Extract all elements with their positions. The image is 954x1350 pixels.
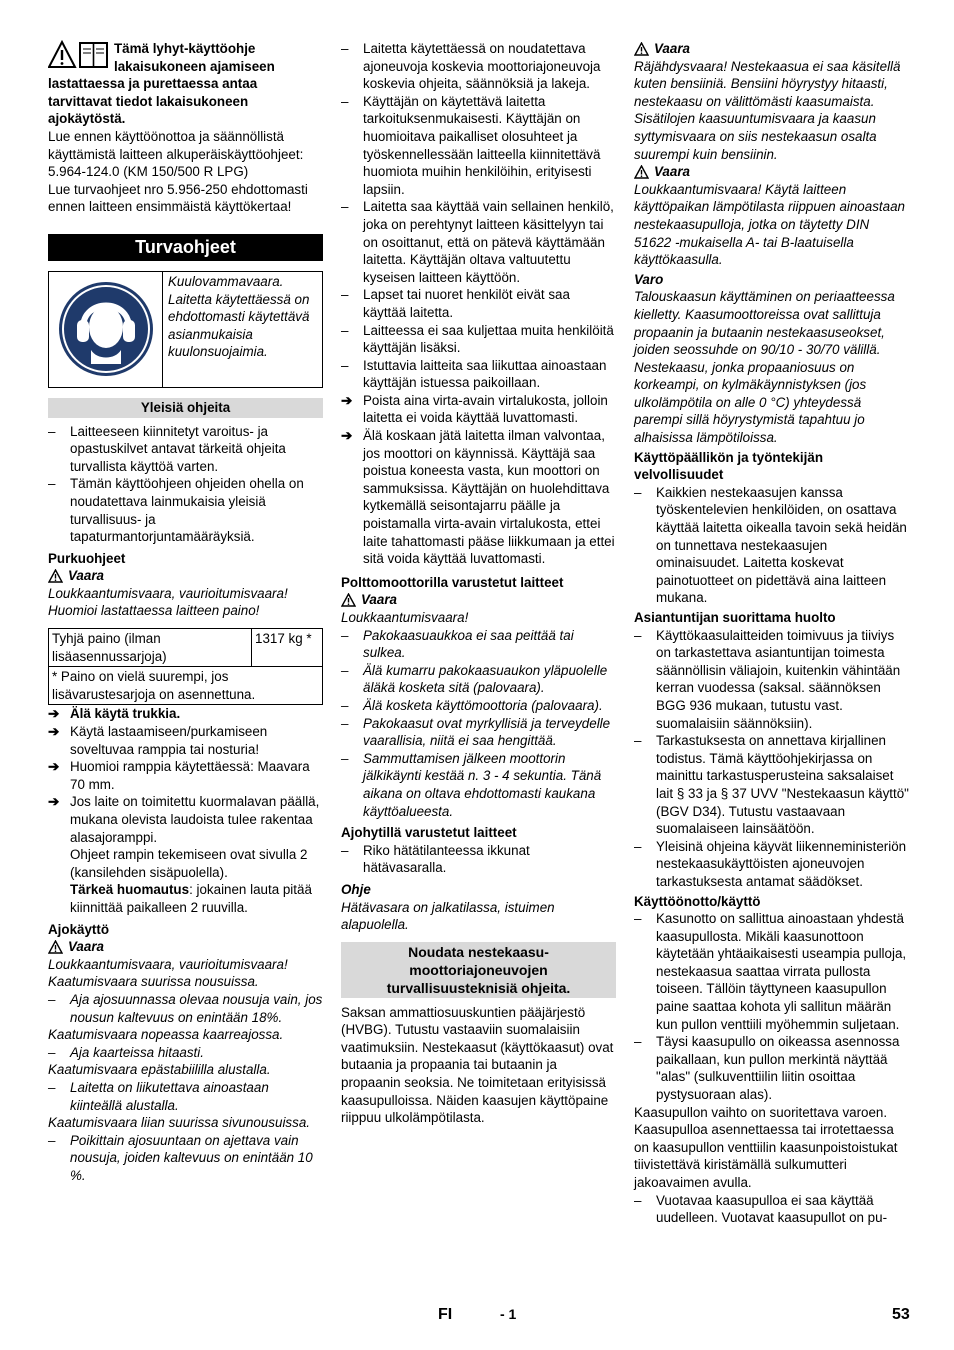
weight-note: * Paino on vielä suurempi, jos lisävarustesarjoja on asennettuna. [49, 667, 323, 705]
lpg-intro-text: Saksan ammattiosuuskuntien pääjärjestö (HVBG). Tutustu vastaaviin suomalaisiin vaatimuksiin. Nestekaasut (käyttökaasut) ovat butaania ja propaania tai butaanin ja propaanin seoksia. Ne toimitetaan erityisissä kaasupulloissa. Näiden kaasujen käyttöpaine riippuu ulkolämpötilasta. [341, 1004, 614, 1126]
list-item: – Laitetta on liikutettava ainoastaan kiinteällä alustalla. [48, 1079, 269, 1113]
ramp-item: ➔ Huomioi ramppia käytettäessä: Maavara 70 mm. [48, 759, 310, 792]
caution-label: Varo [634, 271, 664, 287]
no-forklift-item: ➔ Älä käytä trukkia. [48, 706, 181, 722]
driving-warning: Kaatumisvaara liian suurissa sivunousuissa. [48, 1115, 310, 1131]
warning-triangle-icon [48, 569, 63, 583]
list-item: – Yleisinä ohjeina käyvät liikenneministeriön nestekaasukäyttöisten ajoneuvojen tarkastuksesta antamat säädökset. [634, 838, 907, 889]
driving-title: Ajokäyttö [48, 921, 110, 937]
danger-label: Vaara [634, 163, 910, 181]
list-item: – Kaikkien nestekaasujen kanssa työskentelevien henkilöiden, on osattava käyttää laitetta oikealla tavoin sekä heidän on tunnettava nestekaasujen ominaisuudet. Laitetta koskevat painotuotteet on pidettävä aina laitteen mukana. [634, 484, 907, 606]
driving-warning: Loukkaantumisvaara, vaurioitumisvaara! [48, 956, 288, 972]
list-item: – Täysi kaasupullo on oikeassa asennossa paikallaan, kun pullon merkintä näyttää "alas" (sulkuventtiilin liitin osoittaa pystysuoraan alas). [634, 1034, 900, 1103]
hearing-protection-box [48, 271, 323, 388]
expert-title: Asiantuntijan suorittama huolto [634, 610, 836, 625]
weight-value: 1317 kg * [252, 629, 323, 667]
list-item: – Poikittain ajosuuntaan on ajettava vain nousuja, joiden kaltevuus on enintään 10 %. [48, 1132, 313, 1183]
driving-warning: Kaatumisvaara nopeassa kaarreajossa. [48, 1027, 284, 1043]
list-item: – Pakokaasuaukkoa ei saa peittää tai sulkea. [341, 627, 574, 661]
general-title: Yleisiä ohjeita [48, 398, 323, 418]
ramp-instructions: Ohjeet rampin tekemiseen ovat sivulla 2 (kansilehden sisäpuolella). [70, 847, 308, 880]
caution-text: Talouskaasun käyttäminen on periaatteessa kielletty. Kaasumoottoreissa ovat sallittuja propaanin ja butaanin nestekaasuseokset, joiden seossuhde on 90/10 - 30/70 välillä. Nestekaasu, jonka propaaniosuus on korkeampi, on kylmäkäynnistyksen (jos ulkolämpötila on alle 0 °C) yhteydessä parempi sillä höyrystymistä tapahtuu jo alhaisissa lämpötiloissa. [634, 289, 895, 446]
cylinder-change-text: Kaasupullon vaihto on suoritettava varoen. Kaasupulloa asennettaessa tai irrotettaessa on kaasupullon venttiilin kaasunpoistoistukat tiivistettävä kiristämällä sulkumutteri jakoavaimen avulla. [634, 1104, 898, 1190]
note-text: Hätävasara on jalkatilassa, istuimen alapuolella. [341, 899, 555, 933]
page-number: 53 [892, 1306, 910, 1323]
engine-warning: Loukkaantumisvaara! [341, 610, 469, 625]
list-item: – Vuotavaa kaasupulloa ei saa käyttää uudelleen. Vuotavat kaasupullot on pu- [634, 1192, 888, 1226]
note-title: Ohje [341, 881, 371, 897]
safety-title: Turvaohjeet [48, 234, 323, 261]
startup-title: Käyttöönotto/käyttö [634, 893, 761, 909]
list-item: – Istuttavia laitteita saa liikuttaa ainoastaan käyttäjän istuessa paikoillaan. [341, 357, 607, 391]
list-item: – Sammuttamisen jälkeen moottorin jälkikäynti kestää n. 3 - 4 sekuntia. Tänä aikana on oltava ehdottomasti kaukana käyttöalueesta. [341, 750, 602, 819]
ramp-item: ➔ Käytä lastaamiseen/purkamiseen soveltuvaa ramppia tai nosturia! [48, 724, 268, 757]
driving-warning: Kaatumisvaara suurissa nousuissa. [48, 974, 259, 990]
intro-p3: Lue turvaohjeet nro 5.956-250 ehdottomasti ennen laitteen ensimmäistä käyttökertaa! [48, 181, 308, 215]
danger-label: Vaara [48, 567, 323, 585]
ear-protection-icon [49, 272, 163, 387]
list-item: – Laitetta saa käyttää vain sellainen henkilö, joka on perehtynyt laitteen käsittelyyn tai on osoittanut, että on pätevä käyttämään laitetta. Käyttäjän oltava valtuutettu kyseisen laitteen käyttöön. [341, 199, 614, 285]
list-item: – Kasunotto on sallittua ainoastaan yhdestä kaasupullosta. Mikäli kaasunottoon käytetään yhtäaikaisesti useampia pulloja, nestekaasua saattaa virrata pullosta toiseen. Tällöin täyttyneen kaasupullon paine saattaa kohota yli sallitun määrän kun pullon venttiili myöhemmin suljetaan. [634, 911, 907, 1032]
footer-page-ref: - 1 [500, 1306, 517, 1322]
hearing-warning-text: Kuulovammavaara. Laitetta käytettäessä on ehdottomasti käytettävä asianmukaisia kuulonsuojaimia. [168, 273, 310, 360]
column-1 [48, 40, 323, 1184]
list-item: – Riko hätätilanteessa ikkunat hätävasaralla. [341, 842, 530, 876]
weight-table [48, 628, 323, 705]
warning-triangle-icon [634, 165, 649, 179]
warning-manual-icons [48, 40, 110, 75]
unloading-warning: Loukkaantumisvaara, vaurioitumisvaara! Huomioi lastattaessa laitteen paino! [48, 585, 288, 619]
intro-block [48, 40, 323, 216]
danger-label: Vaara [341, 591, 616, 609]
list-item: – Aja ajosuunnassa olevaa nousuja vain, jos nousun kaltevuus on enintään 18%. [48, 991, 323, 1025]
unloading-title: Purkuohjeet [48, 550, 126, 566]
intro-p1: Lue ennen käyttöönottoa ja säännöllistä käyttämistä laitteen alkuperäiskäyttöohjeet: [48, 128, 304, 162]
footer-language: FI [438, 1306, 453, 1323]
lpg-section-title: Noudata nestekaasu-moottoriajoneuvojen turvallisuusteknisiä ohjeita. [341, 942, 616, 998]
driving-warning: Kaatumisvaara epästabiililla alustalla. [48, 1062, 271, 1078]
warning-triangle-icon [48, 940, 63, 954]
intro-p2: 5.964-124.0 (KM 150/500 R LPG) [48, 164, 249, 180]
list-item: – Laitteessa ei saa kuljettaa muita henkilöitä käyttäjän lisäksi. [341, 322, 614, 356]
list-item: – Laitteeseen kiinnitetyt varoitus- ja opastuskilvet antavat tärkeitä ohjeita turvallista käyttöä varten. [48, 423, 286, 474]
roof-title: Ajohytillä varustetut laitteet [341, 825, 517, 841]
weight-label: Tyhjä paino (ilman lisäasennussarjoja) [49, 629, 252, 667]
arrow-item: ➔ Älä koskaan jätä laitetta ilman valvontaa, jos moottori on käynnissä. Käyttäjä saa poistua koneesta vasta, kun moottori on sammuksissa. Käyttäjän on huolehdittava kytkemällä seisontajarru päälle ja poistamalla virta-avain virtalukosta, ettei laite tahattomasti pääse liikkumaan ja ettei sitä voida käyttää luvattomasti. [341, 428, 615, 567]
intro-bold: Tämä lyhyt-käyttöohje lakaisukoneen ajamiseen lastattaessa ja purettaessa antaa tarvittavat tiedot lakaisukoneen ajokäytöstä. [48, 41, 275, 127]
column-2 [341, 40, 616, 1127]
list-item: – Käyttäjän on käytettävä laitetta tarkoituksenmukaisesti. Käyttäjän on huomioitava paikalliset olosuhteet ja työskennellessään laitteella kiinnitettävä huomiota muihin henkilöihin, erityisesti lapsiin. [341, 93, 601, 197]
danger-label: Vaara [634, 40, 910, 58]
list-item: – Tarkastuksesta on annettava kirjallinen todistus. Tämä käyttöohjekirjassa on mainittu tarkastusperusteina saksalaiset lait § 33 ja § 37 UVV "Nestekaasun käyttö" (BGV D34). Tutustu vastaavaan suomalaiseen lainsäätöön. [634, 733, 909, 837]
list-item: – Älä kosketa käyttömoottoria (palovaara). [341, 697, 603, 713]
warning-triangle-icon [341, 593, 356, 607]
list-item: – Tämän käyttöohjeen ohjeiden ohella on noudatettava lainmukaisia yleisiä turvallisuus- ja tapaturmantorjuntamääräyksiä. [48, 476, 304, 545]
list-item: – Älä kumarru pakokaasuaukon yläpuolelle äläkä kosketa sitä (palovaara). [341, 662, 608, 696]
important-note: Tärkeä huomautus: jokainen lauta pitää kiinnittää paikalleen 2 ruuvilla. [70, 882, 312, 915]
danger-label: Vaara [48, 938, 323, 956]
engine-title: Polttomoottorilla varustetut laitteet [341, 574, 564, 590]
duties-title: Käyttöpäällikön ja työntekijän velvollisuudet [634, 449, 823, 483]
explosion-warning: Räjähdysvaara! Nestekaasua ei saa käsitellä kuten bensiiniä. Bensiini höyrystyy hitaasti, nestekaasu on välittömästi kaasumaista. Sisätilojen kaasuuntumisvaara ja kaasun syttymisvaara on siis nestekaasun osalta suurempi kuin bensiinin. [634, 58, 901, 162]
list-item: – Lapset tai nuoret henkilöt eivät saa käyttää laitetta. [341, 287, 570, 320]
column-3 [634, 40, 910, 1227]
injury-warning: Loukkaantumisvaara! Käytä laitteen käyttöpaikan lämpötilasta riippuen ainoastaan nestekaasupulloja, jotka on täytetty DIN 51622 -mukaisella A- tai B-laatuisella käyttökaasulla. [634, 181, 905, 268]
ramp-item: ➔ Jos laite on toimitettu kuormalavan päällä, mukana olevista laudoista tulee rakentaa alasajoramppi. [48, 794, 320, 845]
list-item: – Käyttökaasulaitteiden toimivuus ja tiiviys on tarkastettava asiantuntijan toimesta säännöllisin väliajoin, kuitenkin vähintään kerran vuodessa (saksal. säännöksen BGG 936 mukaan, tutustu vast. suomalaisiin säännöksiin). [634, 627, 901, 731]
list-item: – Aja kaarteissa hitaasti. [48, 1044, 204, 1060]
arrow-item: ➔ Poista aina virta-avain virtalukosta, jolloin laitetta ei voida käyttää luvattomasti. [341, 392, 608, 426]
list-item: – Pakokaasut ovat myrkyllisiä ja terveydelle vaarallisia, niitä ei saa hengittää. [341, 715, 611, 749]
list-item: – Laitetta käytettäessä on noudatettava ajoneuvoja koskevia moottoriajoneuvoja koskevia ohjeita, säännöksiä ja lakeja. [341, 41, 601, 92]
warning-triangle-icon [634, 42, 649, 56]
